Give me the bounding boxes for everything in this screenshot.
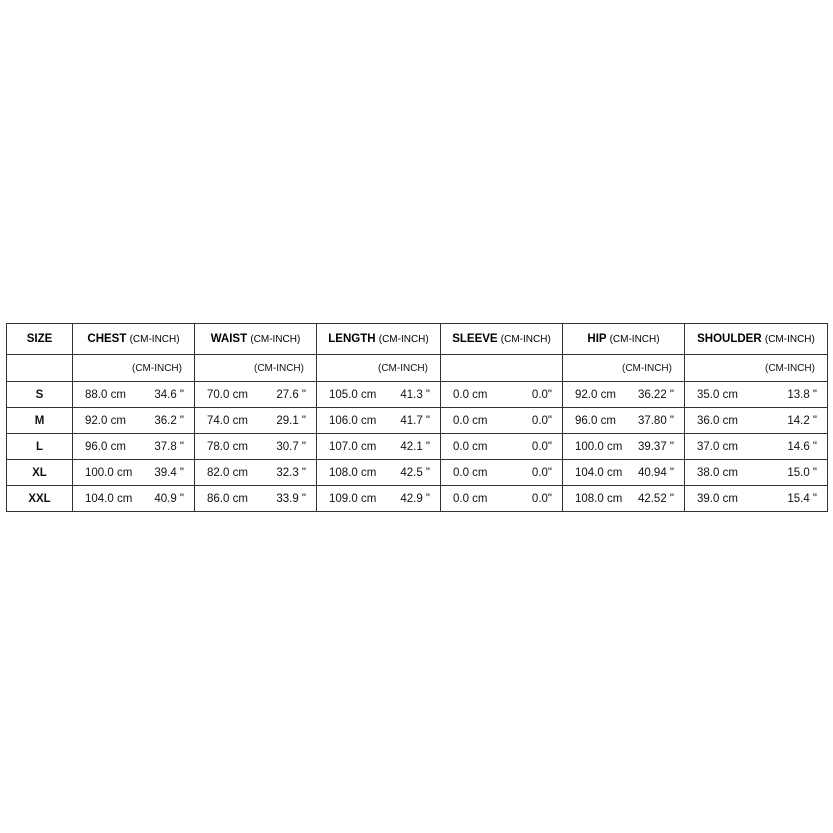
hip-inch-value: 40.94 "	[637, 466, 674, 479]
header-waist-label: WAIST	[210, 333, 248, 345]
table-row	[7, 460, 828, 486]
size-rows	[7, 382, 828, 512]
hip-cell	[563, 382, 685, 408]
sleeve-cm-value: 0.0 cm	[453, 466, 488, 479]
sleeve-cell	[441, 408, 563, 434]
shoulder-inch-value: 15.0 "	[787, 466, 817, 479]
chest-cell	[73, 434, 195, 460]
sleeve-cm-value: 0.0 cm	[453, 414, 488, 427]
waist-cell	[195, 408, 317, 434]
subheader-shoulder-unit: (CM-INCH)	[685, 355, 828, 382]
length-cm-value: 105.0 cm	[329, 388, 377, 401]
subheader-length-unit: (CM-INCH)	[317, 355, 441, 382]
subheader-waist-unit: (CM-INCH)	[195, 355, 317, 382]
sleeve-cm-value: 0.0 cm	[453, 440, 488, 453]
length-cell	[317, 382, 441, 408]
header-hip	[563, 324, 685, 355]
waist-inch-value: 30.7 "	[276, 440, 306, 453]
chest-inch-value: 34.6 "	[154, 388, 184, 401]
header-waist-unit: (CM-INCH)	[250, 334, 301, 345]
shoulder-cell	[685, 408, 828, 434]
hip-cm-value: 96.0 cm	[575, 414, 616, 427]
chest-inch-value: 37.8 "	[154, 440, 184, 453]
length-cell	[317, 408, 441, 434]
length-cell	[317, 486, 441, 512]
header-length	[317, 324, 441, 355]
table-row	[7, 408, 828, 434]
sleeve-cell	[441, 382, 563, 408]
header-shoulder-unit: (CM-INCH)	[764, 334, 815, 345]
shoulder-inch-value: 13.8 "	[787, 388, 817, 401]
waist-inch-value: 27.6 "	[276, 388, 306, 401]
header-chest-unit: (CM-INCH)	[129, 334, 180, 345]
length-cm-value: 108.0 cm	[329, 466, 377, 479]
header-length-unit: (CM-INCH)	[378, 334, 429, 345]
waist-cell	[195, 434, 317, 460]
subheader-sleeve-unit	[441, 355, 563, 382]
shoulder-cm-value: 37.0 cm	[697, 440, 738, 453]
header-sleeve-label: SLEEVE	[452, 333, 498, 345]
header-size-label: SIZE	[26, 333, 53, 345]
chest-cell	[73, 408, 195, 434]
hip-cm-value: 100.0 cm	[575, 440, 623, 453]
length-cm-value: 107.0 cm	[329, 440, 377, 453]
length-cm-value: 106.0 cm	[329, 414, 377, 427]
sleeve-cm-value: 0.0 cm	[453, 492, 488, 505]
length-cell	[317, 434, 441, 460]
length-inch-value: 42.1 "	[400, 440, 430, 453]
shoulder-cell	[685, 486, 828, 512]
table-row	[7, 434, 828, 460]
size-label: S	[7, 382, 73, 408]
hip-cell	[563, 486, 685, 512]
shoulder-cm-value: 39.0 cm	[697, 492, 738, 505]
shoulder-cm-value: 36.0 cm	[697, 414, 738, 427]
hip-cell	[563, 408, 685, 434]
header-size	[7, 324, 73, 355]
shoulder-cm-value: 35.0 cm	[697, 388, 738, 401]
length-inch-value: 42.5 "	[400, 466, 430, 479]
chest-cell	[73, 460, 195, 486]
shoulder-cm-value: 38.0 cm	[697, 466, 738, 479]
waist-inch-value: 32.3 "	[276, 466, 306, 479]
chest-cell	[73, 486, 195, 512]
hip-cm-value: 92.0 cm	[575, 388, 616, 401]
subheader-chest-unit: (CM-INCH)	[73, 355, 195, 382]
chest-cm-value: 100.0 cm	[85, 466, 133, 479]
sleeve-inch-value: 0.0"	[531, 414, 552, 427]
size-label: M	[7, 408, 73, 434]
waist-cell	[195, 382, 317, 408]
shoulder-cell	[685, 434, 828, 460]
waist-cell	[195, 460, 317, 486]
sleeve-inch-value: 0.0"	[531, 440, 552, 453]
hip-inch-value: 42.52 "	[637, 492, 674, 505]
shoulder-inch-value: 15.4 "	[787, 492, 817, 505]
sleeve-inch-value: 0.0"	[531, 388, 552, 401]
chest-inch-value: 36.2 "	[154, 414, 184, 427]
shoulder-cell	[685, 460, 828, 486]
length-cm-value: 109.0 cm	[329, 492, 377, 505]
header-sleeve	[441, 324, 563, 355]
waist-inch-value: 33.9 "	[276, 492, 306, 505]
subheader-size-cell	[7, 355, 73, 382]
chest-cm-value: 88.0 cm	[85, 388, 126, 401]
sleeve-cm-value: 0.0 cm	[453, 388, 488, 401]
shoulder-inch-value: 14.6 "	[787, 440, 817, 453]
hip-cm-value: 108.0 cm	[575, 492, 623, 505]
waist-cm-value: 82.0 cm	[207, 466, 248, 479]
hip-cm-value: 104.0 cm	[575, 466, 623, 479]
header-row	[7, 324, 828, 355]
header-hip-unit: (CM-INCH)	[609, 334, 660, 345]
hip-inch-value: 36.22 "	[637, 388, 674, 401]
waist-cell	[195, 486, 317, 512]
waist-cm-value: 78.0 cm	[207, 440, 248, 453]
unit-subheader-row	[7, 355, 828, 382]
header-shoulder	[685, 324, 828, 355]
hip-inch-value: 39.37 "	[637, 440, 674, 453]
shoulder-inch-value: 14.2 "	[787, 414, 817, 427]
hip-inch-value: 37.80 "	[637, 414, 674, 427]
header-shoulder-label: SHOULDER	[697, 333, 762, 345]
waist-cm-value: 74.0 cm	[207, 414, 248, 427]
sleeve-cell	[441, 486, 563, 512]
hip-cell	[563, 460, 685, 486]
sleeve-cell	[441, 434, 563, 460]
subheader-hip-unit: (CM-INCH)	[563, 355, 685, 382]
waist-inch-value: 29.1 "	[276, 414, 306, 427]
size-label: XXL	[7, 486, 73, 512]
length-inch-value: 41.3 "	[400, 388, 430, 401]
table-row	[7, 486, 828, 512]
sleeve-cell	[441, 460, 563, 486]
size-label: XL	[7, 460, 73, 486]
waist-cm-value: 86.0 cm	[207, 492, 248, 505]
hip-cell	[563, 434, 685, 460]
header-chest	[73, 324, 195, 355]
chest-cm-value: 104.0 cm	[85, 492, 133, 505]
length-inch-value: 41.7 "	[400, 414, 430, 427]
size-chart-table	[6, 323, 828, 512]
sleeve-inch-value: 0.0"	[531, 492, 552, 505]
sleeve-inch-value: 0.0"	[531, 466, 552, 479]
waist-cm-value: 70.0 cm	[207, 388, 248, 401]
chest-inch-value: 39.4 "	[154, 466, 184, 479]
size-label: L	[7, 434, 73, 460]
length-inch-value: 42.9 "	[400, 492, 430, 505]
chest-cell	[73, 382, 195, 408]
header-waist	[195, 324, 317, 355]
table-row	[7, 382, 828, 408]
chest-cm-value: 96.0 cm	[85, 440, 126, 453]
length-cell	[317, 460, 441, 486]
header-hip-label: HIP	[587, 333, 607, 345]
header-sleeve-unit: (CM-INCH)	[500, 334, 551, 345]
header-chest-label: CHEST	[87, 333, 127, 345]
header-length-label: LENGTH	[328, 333, 376, 345]
shoulder-cell	[685, 382, 828, 408]
chest-inch-value: 40.9 "	[154, 492, 184, 505]
chest-cm-value: 92.0 cm	[85, 414, 126, 427]
